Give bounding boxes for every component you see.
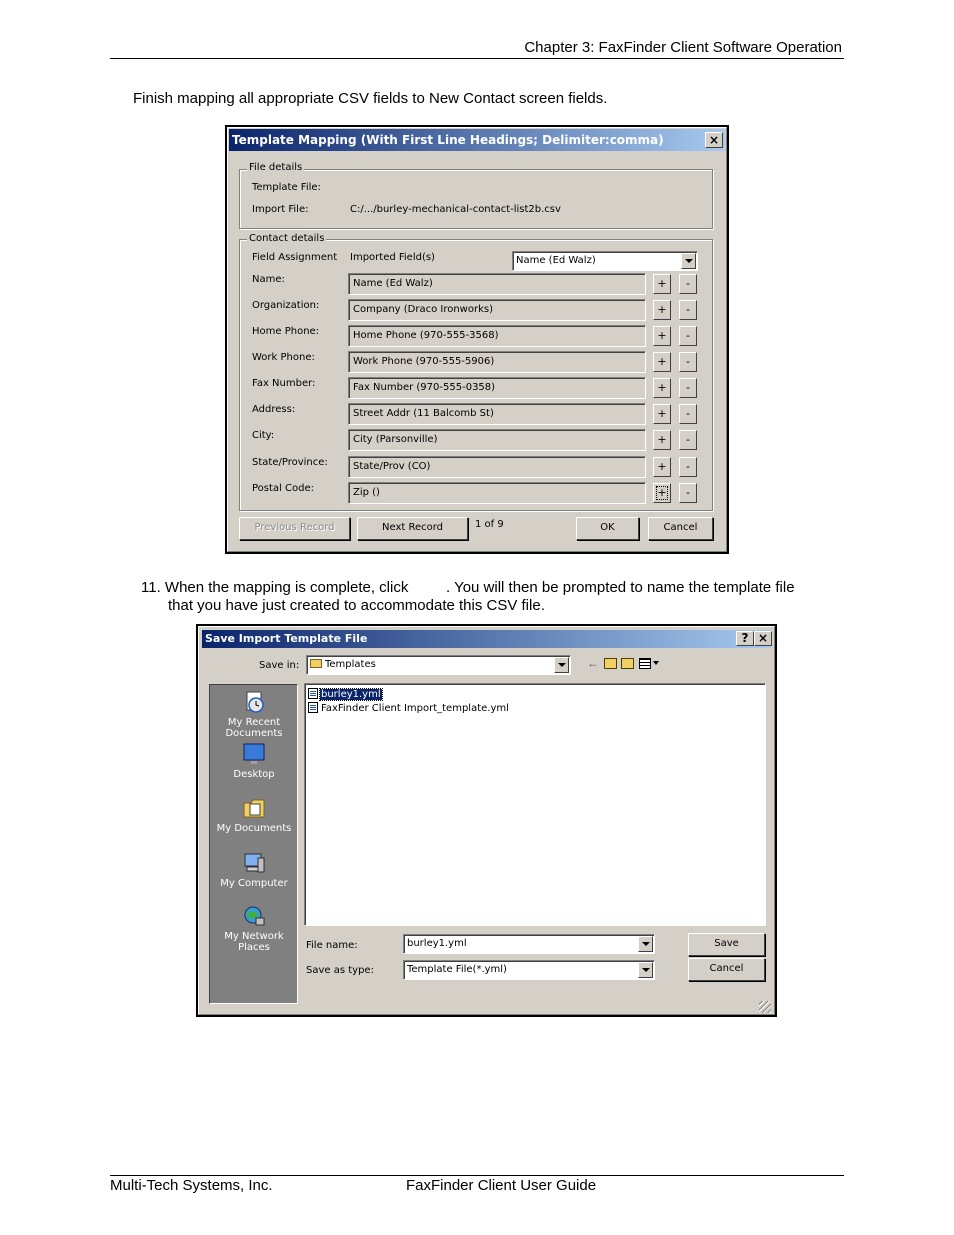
step-11-text-part1: 11. When the mapping is complete, click — [141, 579, 409, 596]
back-arrow-icon[interactable]: ← — [587, 656, 599, 670]
place-label: My Documents — [216, 823, 292, 834]
remove-field-button-state-province[interactable]: - — [679, 457, 697, 477]
footer-rule — [110, 1175, 844, 1176]
place-label: My Recent — [227, 717, 281, 728]
row-label-postal-code: Postal Code: — [252, 483, 314, 494]
help-button[interactable] — [736, 631, 754, 646]
list-item[interactable] — [308, 702, 510, 715]
remove-field-button-postal-code[interactable]: - — [679, 483, 697, 503]
place-label: My Computer — [220, 878, 288, 889]
footer-company: Multi-Tech Systems, Inc. — [110, 1177, 273, 1194]
template-file-label: Template File: — [252, 182, 321, 193]
place-recent-documents[interactable] — [211, 689, 297, 739]
save-as-type-select[interactable] — [403, 960, 655, 980]
yml-file-icon — [308, 688, 318, 699]
row-label-work-phone: Work Phone: — [252, 352, 315, 363]
row-label-city: City: — [252, 430, 275, 441]
file-name-label: File name: — [306, 940, 358, 951]
chevron-down-icon[interactable] — [638, 962, 653, 978]
step-11-text-line2: that you have just created to accommodate this CSV file. — [168, 597, 545, 614]
new-folder-icon[interactable] — [621, 658, 634, 669]
next-record-button[interactable]: Next Record — [357, 517, 468, 540]
cancel-button[interactable]: Cancel — [648, 517, 713, 540]
place-label: Documents — [225, 728, 283, 739]
close-icon: × — [757, 631, 769, 645]
save-in-label: Save in: — [259, 660, 300, 671]
remove-field-button-organization[interactable]: - — [679, 300, 697, 320]
mapping-close-button[interactable] — [705, 132, 723, 148]
chevron-down-icon[interactable] — [681, 253, 696, 269]
field-assignment-header: Field Assignment — [252, 252, 338, 263]
save-as-type-label: Save as type: — [306, 965, 374, 976]
save-as-type-value: Template File(*.yml) — [407, 964, 507, 975]
recent-documents-icon — [241, 689, 267, 715]
row-field-city[interactable]: City (Parsonville) — [348, 429, 646, 451]
imported-fields-header: Imported Field(s) — [350, 252, 435, 263]
imported-field-select[interactable] — [512, 251, 698, 271]
list-item[interactable] — [308, 688, 382, 701]
chevron-down-icon[interactable] — [638, 936, 653, 952]
file-name-text: FaxFinder Client Import_template.yml — [321, 703, 509, 714]
file-details-group — [239, 169, 713, 229]
remove-field-button-name[interactable]: - — [679, 274, 697, 294]
remove-field-button-home-phone[interactable]: - — [679, 326, 697, 346]
view-menu-chevron-icon[interactable] — [653, 661, 659, 665]
save-in-value: Templates — [325, 659, 376, 670]
save-cancel-button[interactable]: Cancel — [688, 958, 765, 981]
row-field-postal-code[interactable]: Zip () — [348, 482, 646, 504]
add-field-button-organization[interactable]: + — [653, 300, 671, 320]
save-button[interactable]: Save — [688, 933, 765, 956]
row-label-address: Address: — [252, 404, 296, 415]
row-field-home-phone[interactable]: Home Phone (970-555-3568) — [348, 325, 646, 347]
desktop-icon — [241, 741, 267, 767]
record-count: 1 of 9 — [475, 519, 504, 530]
file-list[interactable] — [304, 683, 766, 926]
view-menu-icon[interactable] — [639, 658, 651, 669]
my-computer-icon — [241, 850, 267, 876]
remove-field-button-work-phone[interactable]: - — [679, 352, 697, 372]
file-details-label: File details — [249, 162, 303, 173]
row-field-address[interactable]: Street Addr (11 Balcomb St) — [348, 403, 646, 425]
remove-field-button-city[interactable]: - — [679, 430, 697, 450]
row-label-state-province: State/Province: — [252, 457, 328, 468]
row-label-home-phone: Home Phone: — [252, 326, 320, 337]
place-label: Desktop — [233, 769, 275, 780]
file-name-input[interactable] — [403, 934, 655, 954]
row-field-organization[interactable]: Company (Draco Ironworks) — [348, 299, 646, 321]
add-field-button-home-phone[interactable]: + — [653, 326, 671, 346]
ok-button[interactable]: OK — [576, 517, 639, 540]
row-field-name[interactable]: Name (Ed Walz) — [348, 273, 646, 295]
remove-field-button-address[interactable]: - — [679, 404, 697, 424]
import-file-value: C:/.../burley-mechanical-contact-list2b.csv — [350, 204, 561, 215]
resize-grip[interactable] — [759, 1001, 771, 1013]
add-field-button-address[interactable]: + — [653, 404, 671, 424]
save-template-dialog — [196, 624, 777, 1017]
file-name-value: burley1.yml — [407, 938, 467, 949]
place-network-places[interactable] — [211, 903, 297, 953]
add-field-button-work-phone[interactable]: + — [653, 352, 671, 372]
save-in-select[interactable] — [306, 655, 571, 675]
import-file-label: Import File: — [252, 204, 309, 215]
add-field-button-postal-code[interactable]: + — [653, 483, 671, 503]
row-field-state-province[interactable]: State/Prov (CO) — [348, 456, 646, 478]
row-label-fax-number: Fax Number: — [252, 378, 316, 389]
add-field-button-state-province[interactable]: + — [653, 457, 671, 477]
close-icon: × — [708, 133, 720, 147]
imported-field-selected: Name (Ed Walz) — [516, 255, 596, 266]
network-places-icon — [241, 903, 267, 929]
save-dialog-title: Save Import Template File — [205, 632, 368, 645]
footer-guide-title: FaxFinder Client User Guide — [406, 1177, 597, 1194]
place-label: Places — [238, 942, 270, 953]
place-my-documents[interactable] — [211, 795, 297, 834]
save-titlebar[interactable] — [202, 630, 771, 648]
row-field-work-phone[interactable]: Work Phone (970-555-5906) — [348, 351, 646, 373]
row-label-organization: Organization: — [252, 300, 320, 311]
folder-icon — [310, 659, 322, 668]
step-11-text-part2: . You will then be prompted to name the template file — [446, 579, 795, 596]
previous-record-button[interactable]: Previous Record — [239, 517, 350, 540]
place-my-computer[interactable] — [211, 850, 297, 889]
file-name-text: burley1.yml — [321, 689, 381, 700]
place-label: My Network — [224, 931, 284, 942]
place-desktop[interactable] — [211, 741, 297, 780]
add-field-button-name[interactable]: + — [653, 274, 671, 294]
row-field-fax-number[interactable]: Fax Number (970-555-0358) — [348, 377, 646, 399]
places-bar — [209, 684, 298, 1004]
header-rule — [110, 58, 844, 59]
intro-text: Finish mapping all appropriate CSV fields to New Contact screen fields. — [133, 90, 608, 107]
contact-details-label: Contact details — [249, 233, 325, 244]
help-icon: ? — [741, 631, 749, 645]
save-close-button[interactable] — [754, 631, 772, 646]
template-mapping-dialog — [225, 125, 729, 554]
remove-field-button-fax-number[interactable]: - — [679, 378, 697, 398]
add-field-button-fax-number[interactable]: + — [653, 378, 671, 398]
row-label-name: Name: — [252, 274, 285, 285]
mapping-title: Template Mapping (With First Line Headings; Delimiter:comma) — [232, 133, 664, 147]
page-header: Chapter 3: FaxFinder Client Software Operation — [524, 39, 842, 56]
chevron-down-icon[interactable] — [554, 657, 569, 673]
add-field-button-city[interactable]: + — [653, 430, 671, 450]
mapping-titlebar[interactable] — [229, 129, 725, 151]
my-documents-icon — [241, 795, 267, 821]
yml-file-icon — [308, 702, 318, 713]
up-folder-icon[interactable] — [604, 658, 617, 669]
